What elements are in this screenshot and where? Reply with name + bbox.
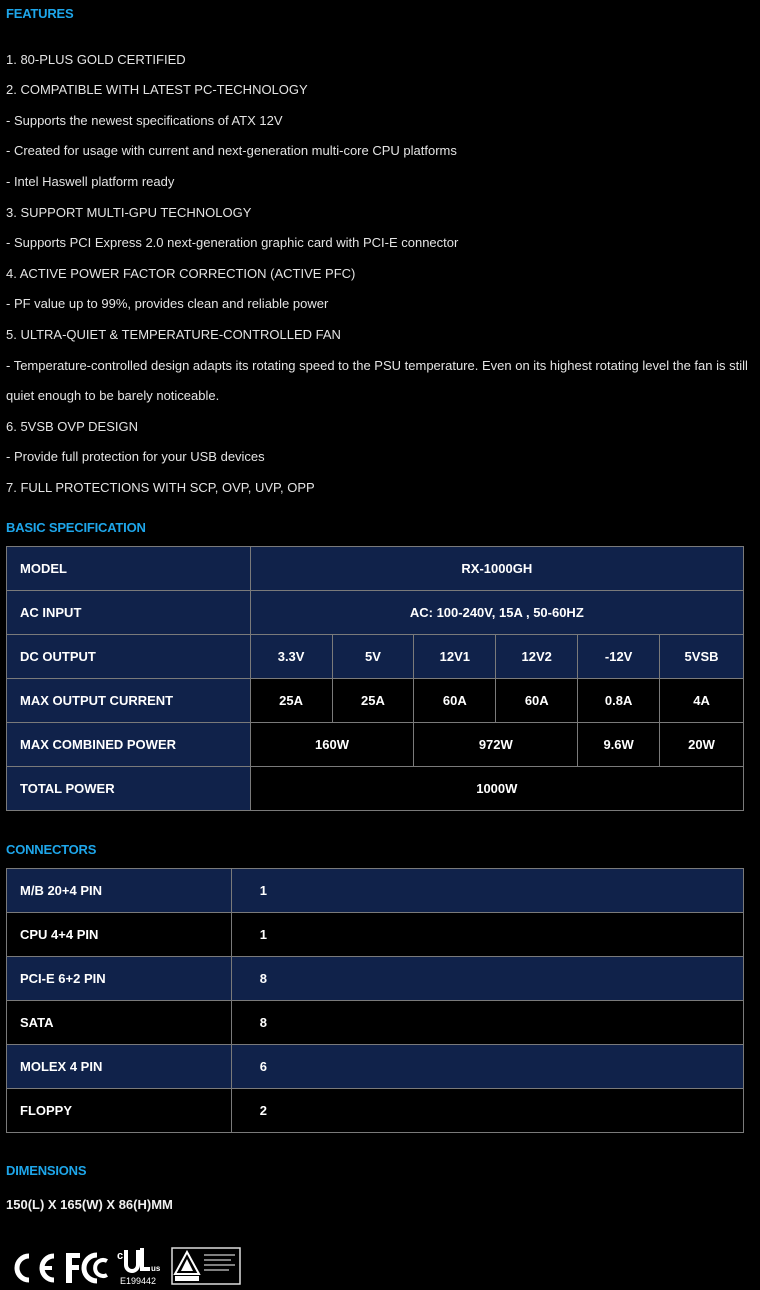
spec-value: 0.8A bbox=[578, 679, 660, 723]
spec-value: 4A bbox=[660, 679, 744, 723]
feature-line: 3. SUPPORT MULTI-GPU TECHNOLOGY bbox=[6, 205, 252, 220]
feature-line: 1. 80-PLUS GOLD CERTIFIED bbox=[6, 52, 186, 67]
spec-value: 5V bbox=[332, 635, 414, 679]
spec-label: AC INPUT bbox=[7, 591, 251, 635]
tuv-mark-icon bbox=[171, 1247, 241, 1285]
connector-row bbox=[7, 869, 744, 913]
spec-value: 12V2 bbox=[496, 635, 578, 679]
spec-value: 160W bbox=[250, 723, 414, 767]
connector-row bbox=[7, 913, 744, 957]
spec-label: MAX OUTPUT CURRENT bbox=[7, 679, 251, 723]
connector-row bbox=[7, 957, 744, 1001]
connector-count: 2 bbox=[231, 1089, 743, 1133]
spec-row-total-power bbox=[7, 767, 744, 811]
feature-line: - Supports the newest specifications of ATX 12V bbox=[6, 113, 283, 128]
connector-row bbox=[7, 1089, 744, 1133]
feature-line: - PF value up to 99%, provides clean and reliable power bbox=[6, 296, 329, 311]
basic-spec-heading: BASIC SPECIFICATION bbox=[6, 520, 146, 535]
feature-line: 5. ULTRA-QUIET & TEMPERATURE-CONTROLLED FAN bbox=[6, 327, 341, 342]
feature-line: - Supports PCI Express 2.0 next-generation graphic card with PCI-E connector bbox=[6, 235, 459, 250]
spec-label: MODEL bbox=[7, 547, 251, 591]
spec-value: -12V bbox=[578, 635, 660, 679]
feature-line: - Created for usage with current and next-generation multi-core CPU platforms bbox=[6, 143, 457, 158]
feature-line: 6. 5VSB OVP DESIGN bbox=[6, 419, 138, 434]
basic-spec-table bbox=[6, 546, 744, 811]
spec-value: RX-1000GH bbox=[250, 547, 743, 591]
features-heading: FEATURES bbox=[6, 6, 74, 21]
spec-value: 25A bbox=[250, 679, 332, 723]
connector-count: 1 bbox=[231, 869, 743, 913]
connector-name: PCI-E 6+2 PIN bbox=[7, 957, 232, 1001]
connectors-table bbox=[6, 868, 744, 1133]
fcc-mark-icon bbox=[63, 1251, 111, 1285]
spec-row-combined-power bbox=[7, 723, 744, 767]
connector-name: FLOPPY bbox=[7, 1089, 232, 1133]
feature-line: 4. ACTIVE POWER FACTOR CORRECTION (ACTIVE PFC) bbox=[6, 266, 356, 281]
spec-row-max-current bbox=[7, 679, 744, 723]
feature-line: 7. FULL PROTECTIONS WITH SCP, OVP, UVP, OPP bbox=[6, 480, 315, 495]
spec-value: 9.6W bbox=[578, 723, 660, 767]
feature-line: - Provide full protection for your USB devices bbox=[6, 449, 265, 464]
spec-value: AC: 100-240V, 15A , 50-60HZ bbox=[250, 591, 743, 635]
spec-row-ac-input bbox=[7, 591, 744, 635]
connector-name: M/B 20+4 PIN bbox=[7, 869, 232, 913]
connector-name: SATA bbox=[7, 1001, 232, 1045]
feature-line: - Temperature-controlled design adapts its rotating speed to the PSU temperature. Even on its highest rotating level the fan is still quiet enough to be barely noticeable. bbox=[6, 358, 748, 403]
dimensions-value: 150(L) X 165(W) X 86(H)MM bbox=[6, 1197, 173, 1212]
connector-name: CPU 4+4 PIN bbox=[7, 913, 232, 957]
connector-row bbox=[7, 1045, 744, 1089]
spec-label: DC OUTPUT bbox=[7, 635, 251, 679]
spec-row-model bbox=[7, 547, 744, 591]
spec-value: 20W bbox=[660, 723, 744, 767]
ul-number: E199442 bbox=[120, 1276, 157, 1286]
dimensions-heading: DIMENSIONS bbox=[6, 1163, 87, 1178]
connectors-heading: CONNECTORS bbox=[6, 842, 97, 857]
connector-count: 8 bbox=[231, 1001, 743, 1045]
connector-count: 6 bbox=[231, 1045, 743, 1089]
spec-row-dc-output bbox=[7, 635, 744, 679]
spec-value: 5VSB bbox=[660, 635, 744, 679]
ul-mark-icon bbox=[116, 1245, 162, 1287]
svg-text:c: c bbox=[117, 1250, 124, 1262]
spec-value: 25A bbox=[332, 679, 414, 723]
spec-value: 1000W bbox=[250, 767, 743, 811]
feature-line: 2. COMPATIBLE WITH LATEST PC-TECHNOLOGY bbox=[6, 82, 308, 97]
spec-value: 3.3V bbox=[250, 635, 332, 679]
connector-count: 8 bbox=[231, 957, 743, 1001]
spec-label: TOTAL POWER bbox=[7, 767, 251, 811]
spec-value: 60A bbox=[496, 679, 578, 723]
svg-text:us: us bbox=[151, 1264, 161, 1273]
spec-label: MAX COMBINED POWER bbox=[7, 723, 251, 767]
connector-row bbox=[7, 1001, 744, 1045]
connector-count: 1 bbox=[231, 913, 743, 957]
spec-value: 972W bbox=[414, 723, 578, 767]
connector-name: MOLEX 4 PIN bbox=[7, 1045, 232, 1089]
feature-line: - Intel Haswell platform ready bbox=[6, 174, 175, 189]
ce-mark-icon bbox=[8, 1252, 58, 1284]
spec-value: 60A bbox=[414, 679, 496, 723]
spec-value: 12V1 bbox=[414, 635, 496, 679]
